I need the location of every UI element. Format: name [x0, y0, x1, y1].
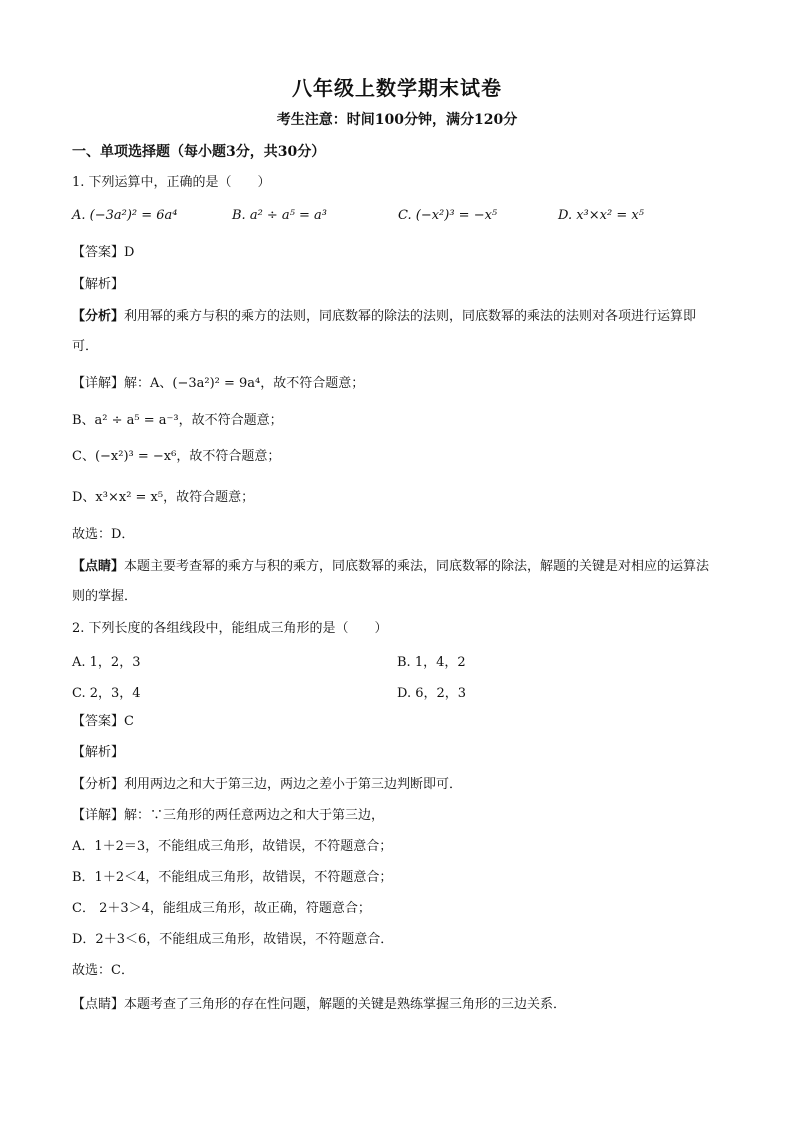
q2-detail-b: B．1＋2＜4，不能组成三角形，故错误，不符题意合；	[72, 870, 393, 885]
exam-title: 八年级上数学期末试卷	[292, 76, 502, 100]
q1-option-b: B. a² ÷ a⁵ = a³	[232, 208, 328, 223]
q2-analysis: 【分析】利用两边之和大于第三边，两边之差小于第三边判断即可．	[72, 777, 463, 792]
q1-detail-a: 【详解】解：A、(−3a²)² = 9a⁴，故不符合题意；	[72, 376, 365, 391]
q1-comment-text: 本题主要考查幂的乘方与积的乘方，同底数幂的乘法，同底数幂的除法，解题的关键是对相应的运算法则的掌握．	[72, 559, 710, 604]
q2-choice: 故选：C．	[72, 963, 134, 978]
q1-analysis	[72, 302, 722, 362]
q1-comment	[72, 552, 722, 612]
section-heading: 一、单项选择题（每小题3分，共30分）	[72, 144, 326, 160]
q2-detail-a: A．1＋2＝3，不能组成三角形，故错误，不符题意合；	[72, 839, 393, 854]
q1-option-a: A. (−3a²)² = 6a⁴	[72, 208, 178, 223]
q2-detail-d: D．2＋3＜6，不能组成三角形，故错误，不符题意合．	[72, 932, 394, 947]
q2-option-a: A. 1，2，3	[72, 655, 141, 670]
q2-stem: 2. 下列长度的各组线段中，能组成三角形的是（ ）	[72, 621, 388, 636]
q1-jiexi-label: 【解析】	[72, 277, 125, 292]
q1-answer: 【答案】D	[72, 245, 135, 260]
q1-analysis-text: 利用幂的乘方与积的乘方的法则，同底数幂的除法的法则，同底数幂的乘法的法则对各项进行运算即可．	[72, 309, 697, 354]
exam-notice: 考生注意：时间100分钟，满分120分	[276, 112, 518, 128]
q1-analysis-tag: 【分析】	[72, 309, 125, 324]
q2-detail-c: C． 2＋3＞4，能组成三角形，故正确，符题意合；	[72, 901, 371, 916]
q1-detail-d: D、x³×x² = x⁵，故符合题意；	[72, 490, 255, 505]
q1-choice: 故选：D．	[72, 527, 135, 542]
q2-jiexi-label: 【解析】	[72, 745, 125, 760]
q1-stem: 1. 下列运算中，正确的是（ ）	[72, 175, 271, 190]
q1-detail-b: B、a² ÷ a⁵ = a⁻³，故不符合题意；	[72, 413, 283, 428]
q2-option-c: C. 2，3，4	[72, 686, 141, 701]
q1-comment-tag: 【点睛】	[72, 559, 125, 574]
q2-option-b: B. 1，4，2	[397, 655, 466, 670]
q1-detail-c: C、(−x²)³ = −x⁶，故不符合题意；	[72, 449, 281, 464]
q2-answer: 【答案】C	[72, 714, 134, 729]
q2-detail-intro: 【详解】解：∵三角形的两任意两边之和大于第三边，	[72, 808, 385, 823]
q1-option-c: C. (−x²)³ = −x⁵	[398, 208, 498, 223]
q2-option-d: D. 6，2，3	[397, 686, 467, 701]
q2-comment: 【点睛】本题考查了三角形的存在性问题，解题的关键是熟练掌握三角形的三边关系．	[72, 997, 567, 1012]
q1-option-d: D. x³×x² = x⁵	[558, 208, 644, 223]
